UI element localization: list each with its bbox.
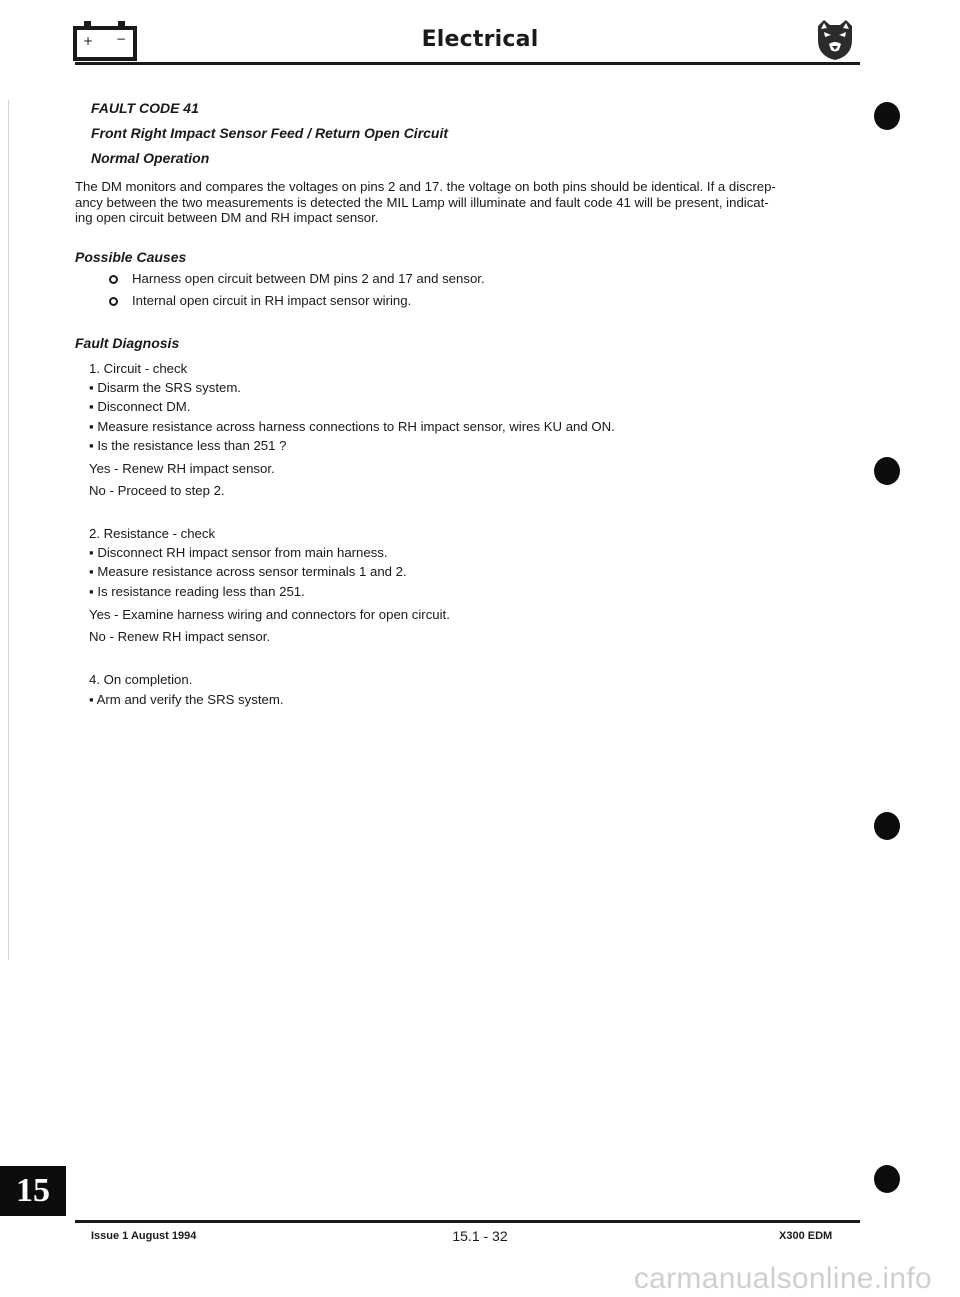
paragraph-line: The DM monitors and compares the voltages on pins 2 and 17. the voltage on both pins should be identical. If a discrep- [75,179,776,194]
step-yes-outcome: Yes - Renew RH impact sensor. [89,461,275,476]
cause-item: Harness open circuit between DM pins 2 and 17 and sensor. [132,271,485,286]
paragraph-line: ing open circuit between DM and RH impact sensor. [75,210,379,225]
page-header-title: Electrical [421,27,539,52]
step-2-title: 2. Resistance - check [89,526,216,541]
possible-causes-heading: Possible Causes [75,249,187,265]
svg-text:+: + [83,34,94,48]
footer-rule [75,1220,860,1223]
normal-operation-paragraph [75,179,850,226]
normal-operation-heading: Normal Operation [91,150,210,166]
fault-title: Front Right Impact Sensor Feed / Return Open Circuit [91,125,449,141]
step-action: ▪ Is resistance reading less than 251. [89,584,305,599]
fault-diagnosis-heading: Fault Diagnosis [75,335,180,351]
binder-hole-dot [874,812,900,840]
step-yes-outcome: Yes - Examine harness wiring and connectors for open circuit. [89,607,450,622]
page-edge-line [8,100,9,960]
cause-item: Internal open circuit in RH impact sensor wiring. [132,293,412,308]
binder-hole-dot [874,1165,900,1193]
page-number: 15.1 - 32 [452,1228,508,1244]
svg-text:−: − [116,32,127,46]
step-no-outcome: No - Renew RH impact sensor. [89,629,271,644]
step-action: ▪ Arm and verify the SRS system. [89,692,284,707]
manual-code: X300 EDM [779,1230,833,1242]
binder-hole-dot [874,457,900,485]
step-action: ▪ Disconnect RH impact sensor from main harness. [89,545,388,560]
step-action: ▪ Measure resistance across harness connections to RH impact sensor, wires KU and ON. [89,419,615,434]
paragraph-line: ancy between the two measurements is detected the MIL Lamp will illuminate and fault code 41 will be present, indicat- [75,194,769,210]
fault-code-heading: FAULT CODE 41 [91,100,199,116]
bullet-ring-icon [109,297,118,306]
step-no-outcome: No - Proceed to step 2. [89,483,225,498]
section-tab: 15 [0,1166,66,1216]
step-action: ▪ Disconnect DM. [89,399,191,414]
step-1-title: 1. Circuit - check [89,361,188,376]
issue-date: Issue 1 August 1994 [91,1230,197,1242]
step-action: ▪ Disarm the SRS system. [89,380,241,395]
watermark-text: carmanualsonline.info [633,1262,932,1295]
binder-hole-dot [874,102,900,130]
step-action: ▪ Is the resistance less than 251 ? [89,438,287,453]
header-rule [75,62,860,65]
bullet-ring-icon [109,275,118,284]
step-action: ▪ Measure resistance across sensor terminals 1 and 2. [89,564,407,579]
jaguar-head-logo-icon [812,16,858,62]
step-4-title: 4. On completion. [89,672,193,687]
